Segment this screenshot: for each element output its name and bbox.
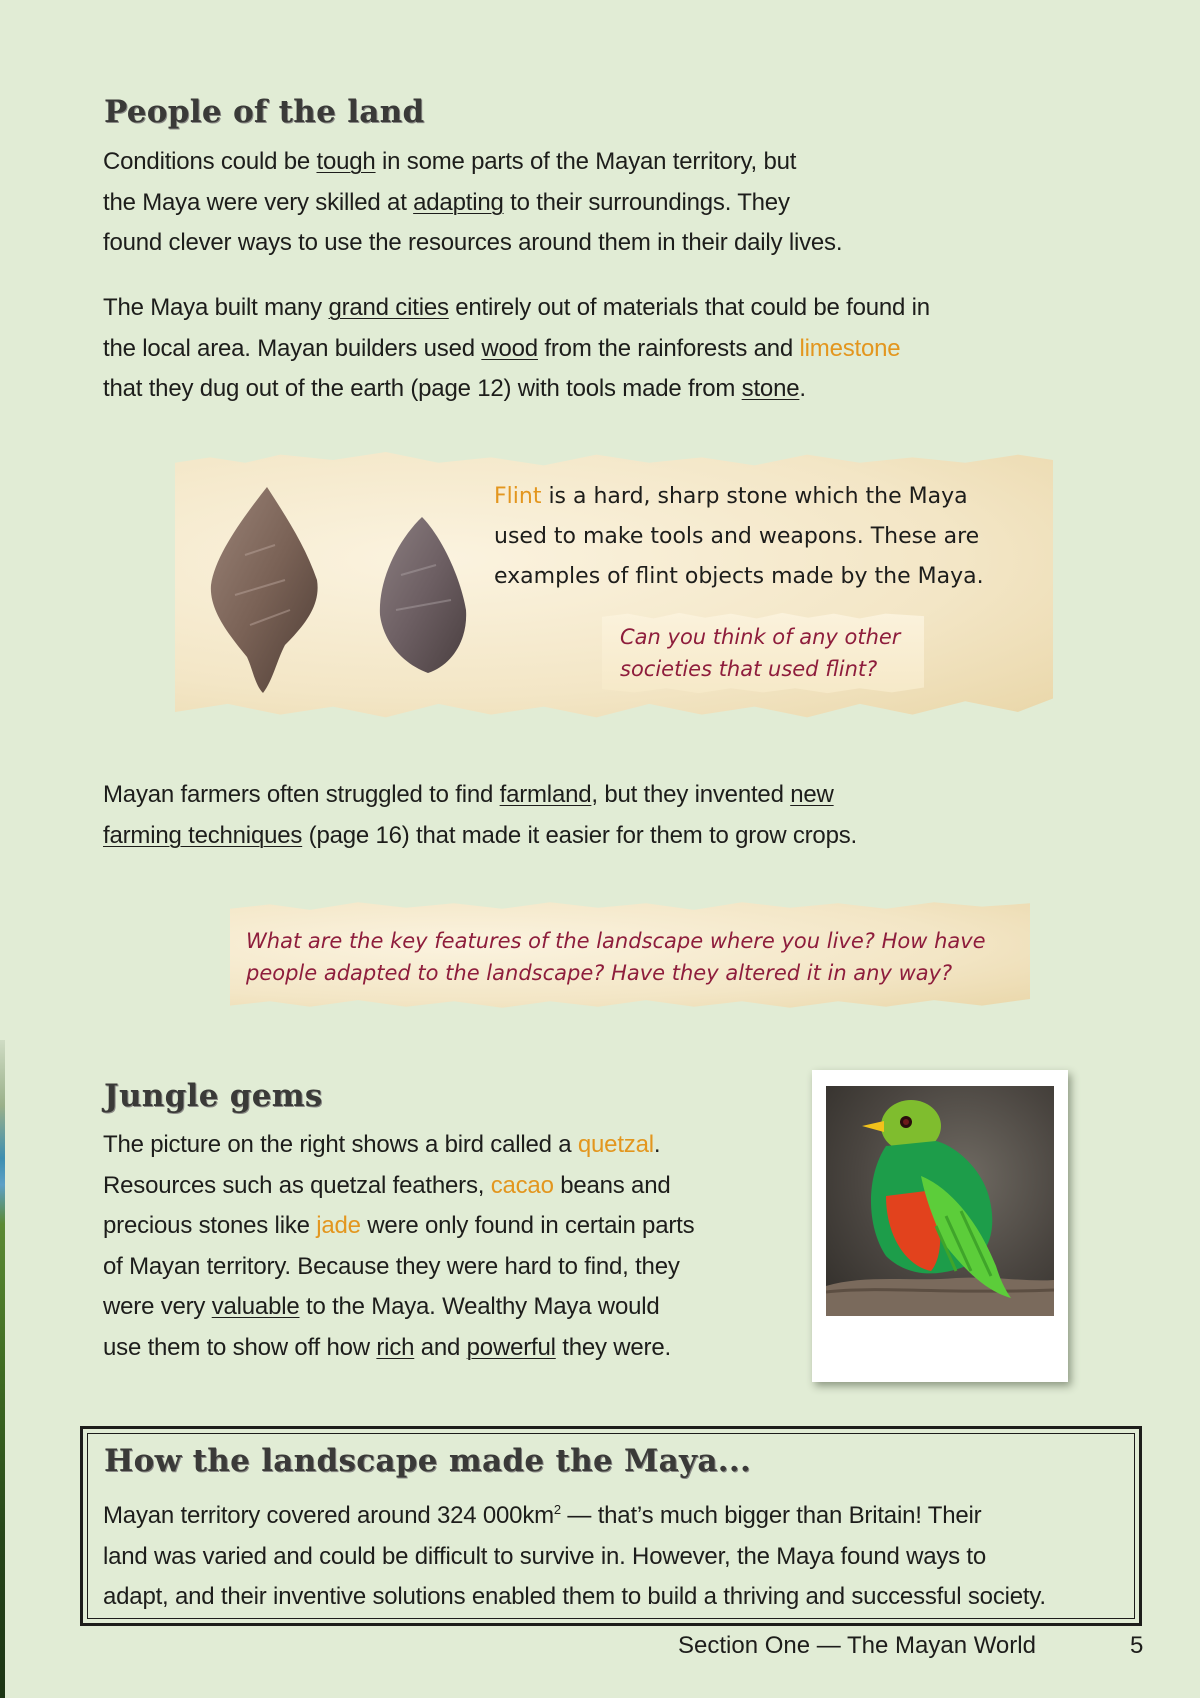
text-segment: use them to show off how xyxy=(103,1333,377,1361)
landscape-question-line-1: What are the key features of the landscape where you live? How have xyxy=(246,929,986,953)
text-segment: — that’s much bigger than Britain! Their xyxy=(560,1502,982,1529)
summary-paragraph xyxy=(103,1490,1046,1618)
key-term: valuable xyxy=(211,1293,300,1320)
key-term: powerful xyxy=(466,1333,556,1361)
flint-question-line-2: societies that used flint? xyxy=(620,657,878,681)
text-segment: Mayan farmers often struggled to find xyxy=(103,781,500,808)
text-segment: were only found in certain parts xyxy=(360,1212,695,1239)
glossary-term: Flint xyxy=(494,484,542,509)
text-line xyxy=(103,1166,694,1207)
key-term: farmland xyxy=(499,781,592,808)
text-segment: examples of flint objects made by the Maya. xyxy=(494,564,984,589)
text-segment: (page 16) that made it easier for them to grow crops. xyxy=(302,821,857,849)
glossary-term: jade xyxy=(316,1212,361,1239)
text-line xyxy=(494,557,984,597)
text-segment: entirely out of materials that could be found in xyxy=(448,294,930,321)
text-segment: . xyxy=(653,1131,661,1158)
text-segment: Conditions could be xyxy=(103,148,317,175)
key-term: stone xyxy=(741,375,800,402)
key-term: grand cities xyxy=(328,294,449,321)
edge-photo-strip xyxy=(0,1040,5,1698)
text-segment: the Maya were very skilled at xyxy=(103,188,414,216)
quetzal-bird-image xyxy=(826,1086,1054,1316)
text-segment: beans and xyxy=(553,1171,671,1199)
flint-description xyxy=(494,477,984,597)
text-segment: from the rainforests and xyxy=(537,334,800,362)
text-line xyxy=(103,1537,1046,1578)
key-term: wood xyxy=(481,334,538,362)
key-term: tough xyxy=(316,148,376,175)
section-heading-jungle-gems: Jungle gems xyxy=(104,1078,323,1114)
text-segment: is a hard, sharp stone which the Maya xyxy=(541,484,968,509)
text-line xyxy=(103,1287,694,1328)
flint-question-line-1: Can you think of any other xyxy=(620,625,901,649)
flint-arrowhead-small-image xyxy=(376,515,470,675)
text-segment: land was varied and could be difficult to survive in. However, the Maya found ways to xyxy=(103,1542,987,1570)
text-segment: to their surroundings. They xyxy=(503,188,790,216)
text-segment: The picture on the right shows a bird called a xyxy=(103,1131,578,1158)
text-line xyxy=(103,329,930,370)
text-line xyxy=(103,1247,694,1288)
section-heading-people-of-the-land: People of the land xyxy=(104,94,425,130)
text-line xyxy=(494,517,984,557)
text-line xyxy=(103,1577,1046,1618)
glossary-term: limestone xyxy=(799,334,901,362)
paragraph-farmland xyxy=(103,775,857,856)
paragraph-conditions xyxy=(103,142,842,264)
text-segment: that they dug out of the earth (page 12) with tools made from xyxy=(103,375,742,402)
footer-section-title: Section One — The Mayan World xyxy=(678,1632,1036,1659)
text-segment: of Mayan territory. Because they were hard to find, they xyxy=(103,1252,680,1280)
text-segment: adapt, and their inventive solutions enabled them to build a thriving and successful society. xyxy=(103,1583,1046,1610)
text-segment: Resources such as quetzal feathers, xyxy=(103,1171,491,1199)
quetzal-photo-frame xyxy=(812,1070,1068,1382)
text-line xyxy=(103,1206,694,1247)
text-line xyxy=(103,1125,694,1166)
glossary-term: quetzal xyxy=(577,1131,654,1158)
key-term: adapting xyxy=(413,188,504,216)
paragraph-quetzal xyxy=(103,1125,694,1368)
text-line xyxy=(103,1490,1046,1537)
text-segment: to the Maya. Wealthy Maya would xyxy=(299,1293,660,1320)
text-segment: found clever ways to use the resources around them in their daily lives. xyxy=(103,229,843,256)
text-line xyxy=(103,142,842,183)
text-segment: The Maya built many xyxy=(103,294,329,321)
text-segment: , but they invented xyxy=(591,781,791,808)
text-segment: 2 xyxy=(553,1502,561,1517)
text-line xyxy=(103,183,842,224)
key-term: new xyxy=(790,781,834,808)
landscape-question-text xyxy=(246,925,986,989)
text-line xyxy=(103,1328,694,1369)
quetzal-photo xyxy=(826,1086,1054,1316)
text-line xyxy=(103,816,857,857)
text-segment: in some parts of the Mayan territory, but xyxy=(375,148,797,175)
text-segment: and xyxy=(414,1333,467,1361)
text-segment: they were. xyxy=(555,1333,671,1361)
flint-question-text xyxy=(620,621,900,685)
page-number: 5 xyxy=(1130,1632,1144,1659)
text-line xyxy=(103,775,857,816)
text-line xyxy=(103,288,930,329)
text-segment: were very xyxy=(103,1293,212,1320)
text-segment: the local area. Mayan builders used xyxy=(103,334,482,362)
key-term: rich xyxy=(376,1333,415,1361)
text-segment: precious stones like xyxy=(103,1212,317,1239)
landscape-question-line-2: people adapted to the landscape? Have they altered it in any way? xyxy=(246,961,953,985)
text-segment: Mayan territory covered around 324 000km xyxy=(103,1502,554,1529)
summary-heading: How the landscape made the Maya... xyxy=(104,1443,752,1479)
text-segment: used to make tools and weapons. These are xyxy=(494,524,980,549)
paragraph-grand-cities xyxy=(103,288,930,410)
text-segment: . xyxy=(799,375,806,402)
text-line xyxy=(103,223,842,264)
flint-arrowhead-large-image xyxy=(205,485,325,695)
glossary-term: cacao xyxy=(490,1171,554,1199)
text-line xyxy=(103,369,930,410)
text-line xyxy=(494,477,984,517)
key-term: farming techniques xyxy=(103,821,303,849)
